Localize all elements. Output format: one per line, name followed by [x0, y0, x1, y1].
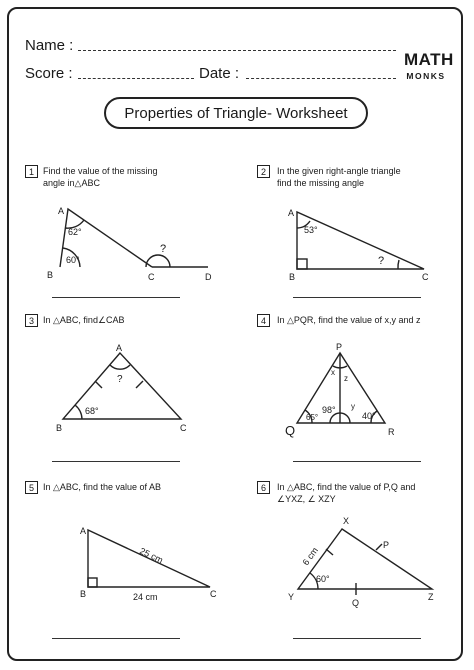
q4-label-r: R [388, 427, 395, 437]
worksheet-title-text: Properties of Triangle- Worksheet [124, 104, 348, 122]
q4-x: x [331, 368, 335, 377]
q1-angle-a: 62° [68, 227, 82, 237]
q3-angle-b: 68° [85, 406, 99, 416]
q5-side-ac: 25 cm [138, 545, 165, 566]
q6-label-x: X [343, 516, 350, 526]
q1-label-b: B [47, 270, 54, 280]
q3-label-c: C [180, 423, 187, 433]
q6-side-xy: 6 cm [300, 545, 321, 568]
q1-label-a: A [58, 206, 65, 216]
q4-label-q: Q [285, 423, 296, 438]
q3-tick-ab [95, 381, 102, 388]
question-4-number: 4 [257, 314, 270, 327]
question-5-line1: In △ABC, find the value of AB [43, 482, 161, 492]
q3-tick-ac [136, 381, 143, 388]
q3-label-b: B [56, 423, 63, 433]
q5-side-bc: 24 cm [133, 592, 158, 602]
question-4-line1: In △PQR, find the value of x,y and z [277, 315, 421, 325]
question-3-number: 3 [25, 314, 38, 327]
question-3-line1: In △ABC, find∠CAB [43, 315, 125, 325]
question-6-line1: In △ABC, find the value of P,Q and [277, 482, 416, 492]
q2-right-angle [297, 259, 307, 269]
q6-tick-xz [376, 544, 382, 550]
q5-label-b: B [80, 589, 87, 599]
q5-label-c: C [210, 589, 217, 599]
q6-angle-y: 60° [316, 574, 330, 584]
question-2-line1: In the given right-angle triangle [277, 166, 401, 176]
question-1-number: 1 [25, 165, 38, 178]
logo-bottom-text: MONKS [406, 71, 446, 81]
question-2-number: 2 [257, 165, 270, 178]
question-6-line2: ∠YXZ, ∠ XZY [277, 494, 336, 504]
q4-angle-m: 98° [322, 405, 336, 415]
q4-label-p: P [336, 342, 343, 352]
q2-label-a: A [288, 208, 295, 218]
q1-missing: ? [160, 243, 167, 255]
q4-angle-q: 65° [306, 413, 319, 422]
q3-arc-a [110, 365, 130, 369]
q1-angle-b: 60° [66, 255, 80, 265]
logo-top-text: MATH [404, 50, 454, 69]
q6-label-y: Y [288, 592, 295, 602]
q2-label-b: B [289, 272, 296, 282]
q6-label-z: Z [428, 592, 434, 602]
q4-angle-r: 40° [362, 411, 376, 421]
q4-z: z [344, 374, 348, 383]
q2-arc-c [398, 260, 399, 269]
q3-label-a: A [116, 343, 123, 353]
question-5-number: 5 [25, 481, 38, 494]
question-6-number: 6 [257, 481, 270, 494]
date-label: Date : [199, 65, 240, 82]
q6-label-p: P [383, 540, 390, 550]
q4-y: y [351, 402, 355, 411]
q2-angle-a: 53° [304, 225, 318, 235]
q1-label-d: D [205, 272, 212, 282]
q3-triangle [63, 353, 181, 419]
q6-label-q: Q [352, 598, 360, 608]
q5-label-a: A [80, 526, 87, 536]
question-1-line2: angle in△ABC [43, 178, 100, 188]
q3-missing: ? [117, 374, 123, 385]
q3-arc-b [75, 405, 82, 419]
q6-tick-xy [326, 549, 333, 555]
score-label: Score : [25, 65, 73, 82]
q2-missing: ? [378, 255, 385, 267]
q5-right-angle [88, 578, 97, 587]
q2-label-c: C [422, 272, 429, 282]
question-2-line2: find the missing angle [277, 178, 365, 188]
q2-triangle [297, 212, 424, 269]
q1-label-c: C [148, 272, 155, 282]
name-label: Name : [25, 37, 74, 54]
question-1-line1: Find the value of the missing [43, 166, 158, 176]
